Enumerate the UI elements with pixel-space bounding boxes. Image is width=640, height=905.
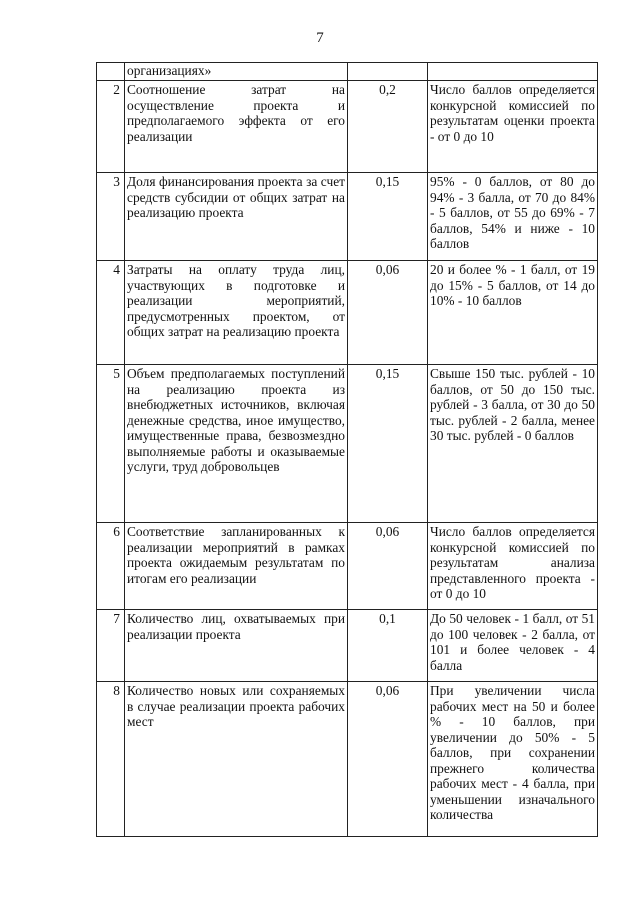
scoring-cell: Свыше 150 тыс. рублей - 10 баллов, от 50 до 150 тыс. рублей - 3 балла, от 30 до 50 тыс. рублей - 2 балла, менее 30 тыс. рублей - 0 баллов (428, 365, 598, 523)
criterion-cell: Доля финансирования проекта за счет средств субсидии от общих затрат на реализацию проекта (125, 173, 348, 261)
weight-cell: 0,06 (348, 523, 428, 610)
weight-cell: 0,06 (348, 682, 428, 837)
row-number-cell: 3 (97, 173, 125, 261)
criterion-cell: Соотношение затрат на осуществление проекта и предполагаемого эффекта от его реализации (125, 81, 348, 173)
weight-cell: 0,2 (348, 81, 428, 173)
criterion-cell: Соответствие запланированных к реализации мероприятий в рамках проекта ожидаемым результатам по итогам его реализации (125, 523, 348, 610)
weight-cell (348, 63, 428, 81)
scoring-cell: Число баллов определяется конкурсной комиссией по результатам оценки проекта - от 0 до 10 (428, 81, 598, 173)
weight-cell: 0,06 (348, 261, 428, 365)
table-row (97, 261, 598, 365)
criterion-cell: Количество новых или сохраняемых в случае реализации проекта рабочих мест (125, 682, 348, 837)
table-row-continuation (97, 63, 598, 81)
row-number-cell: 6 (97, 523, 125, 610)
criterion-cell: Количество лиц, охватываемых при реализации проекта (125, 610, 348, 682)
table-row (97, 365, 598, 523)
row-number-cell: 4 (97, 261, 125, 365)
table-row (97, 523, 598, 610)
table-row (97, 81, 598, 173)
weight-cell: 0,1 (348, 610, 428, 682)
weight-cell: 0,15 (348, 173, 428, 261)
table-row (97, 173, 598, 261)
scoring-cell: 95% - 0 баллов, от 80 до 94% - 3 балла, от 70 до 84% - 5 баллов, от 55 до 69% - 7 баллов, 54% и ниже - 10 баллов (428, 173, 598, 261)
criterion-cell: Объем предполагаемых поступлений на реализацию проекта из внебюджетных источников, включая денежные средства, иное имущество, имущественные права, безвозмездно выполняемые работы и оказываемые услуги, труд добровольцев (125, 365, 348, 523)
row-number-cell (97, 63, 125, 81)
criterion-cell: организациях» (125, 63, 348, 81)
scoring-cell: До 50 человек - 1 балл, от 51 до 100 человек - 2 балла, от 101 и более человек - 4 балла (428, 610, 598, 682)
row-number-cell: 8 (97, 682, 125, 837)
scoring-cell: 20 и более % - 1 балл, от 19 до 15% - 5 баллов, от 14 до 10% - 10 баллов (428, 261, 598, 365)
row-number-cell: 7 (97, 610, 125, 682)
row-number-cell: 2 (97, 81, 125, 173)
table-row (97, 610, 598, 682)
weight-cell: 0,15 (348, 365, 428, 523)
criteria-table (96, 62, 598, 837)
scoring-cell: При увеличении числа рабочих мест на 50 и более % - 10 баллов, при увеличении до 50% - 5 баллов, при сохранении прежнего количества рабочих мест - 4 балла, при уменьшении изначального количества (428, 682, 598, 837)
page-number: 7 (316, 30, 324, 46)
scoring-cell: Число баллов определяется конкурсной комиссией по результатам анализа представленного проекта - от 0 до 10 (428, 523, 598, 610)
row-number-cell: 5 (97, 365, 125, 523)
scoring-cell (428, 63, 598, 81)
table-row (97, 682, 598, 837)
criterion-cell: Затраты на оплату труда лиц, участвующих в подготовке и реализации мероприятий, предусмотренных проектом, от общих затрат на реализацию проекта (125, 261, 348, 365)
